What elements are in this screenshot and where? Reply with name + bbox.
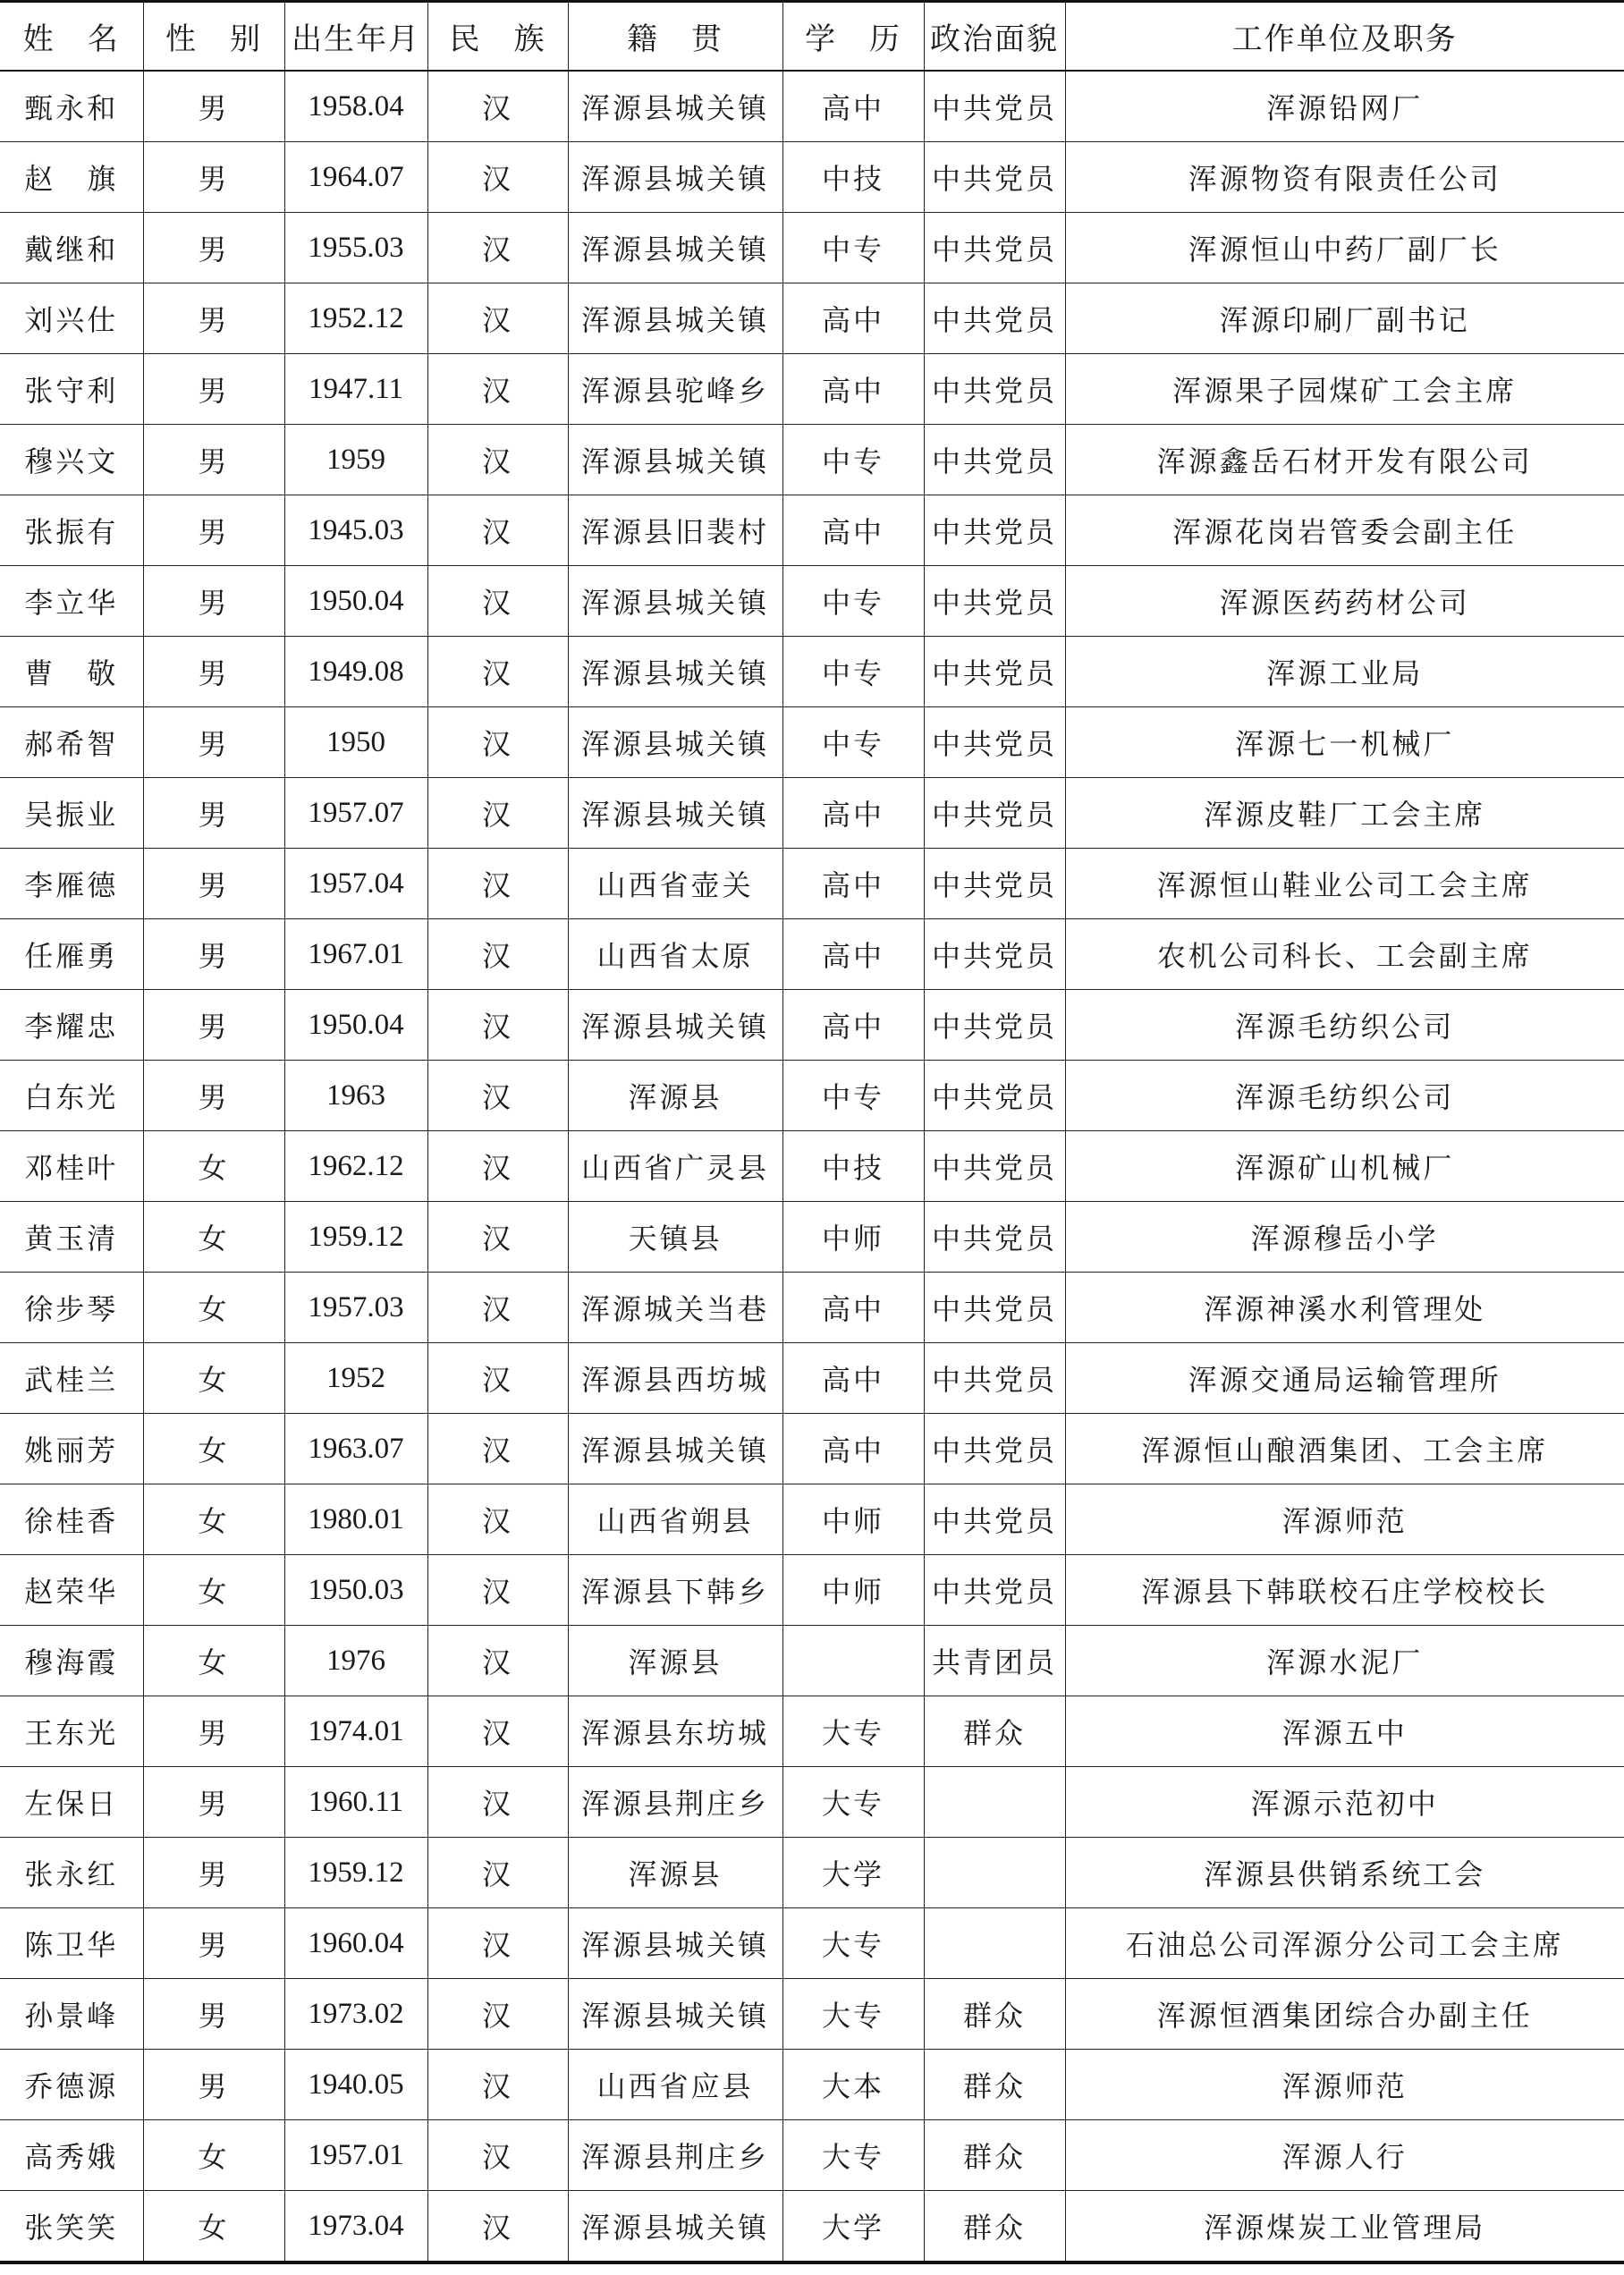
ethnicity-cell: 汉: [427, 849, 568, 919]
birth-date-cell: 1963: [284, 1061, 427, 1131]
ethnicity-cell: 汉: [427, 1626, 568, 1696]
birth-date-cell: 1950.03: [284, 1555, 427, 1626]
name-cell: 黄玉清: [0, 1202, 143, 1273]
education-cell: 中技: [782, 142, 924, 213]
ethnicity-cell: 汉: [427, 1273, 568, 1343]
birth-date-cell: 1976: [284, 1626, 427, 1696]
gender-cell: 女: [143, 1555, 284, 1626]
political-status-cell: 中共党员: [924, 849, 1065, 919]
table-row: [0, 1767, 1624, 1838]
header-gender: 性 别: [143, 2, 284, 72]
name-cell: 李耀忠: [0, 990, 143, 1061]
political-status-cell: 中共党员: [924, 1131, 1065, 1202]
native-place-cell: 浑源县城关镇: [568, 2191, 782, 2263]
education-cell: 中专: [782, 566, 924, 637]
political-status-cell: 群众: [924, 2191, 1065, 2263]
political-status-cell: 中共党员: [924, 990, 1065, 1061]
gender-cell: 男: [143, 919, 284, 990]
birth-date-cell: 1959.12: [284, 1202, 427, 1273]
gender-cell: 男: [143, 2050, 284, 2120]
native-place-cell: 浑源县荆庄乡: [568, 2120, 782, 2191]
ethnicity-cell: 汉: [427, 1484, 568, 1555]
gender-cell: 女: [143, 2120, 284, 2191]
table-row: [0, 142, 1624, 213]
ethnicity-cell: 汉: [427, 425, 568, 495]
political-status-cell: 中共党员: [924, 1273, 1065, 1343]
gender-cell: 女: [143, 1414, 284, 1484]
education-cell: 高中: [782, 1414, 924, 1484]
table-row: [0, 2050, 1624, 2120]
native-place-cell: 浑源县驼峰乡: [568, 354, 782, 425]
native-place-cell: 浑源县城关镇: [568, 707, 782, 778]
native-place-cell: 山西省应县: [568, 2050, 782, 2120]
header-birth-date: 出生年月: [284, 2, 427, 72]
gender-cell: 男: [143, 707, 284, 778]
table-row: [0, 1414, 1624, 1484]
native-place-cell: 浑源县城关镇: [568, 142, 782, 213]
table-row: [0, 566, 1624, 637]
table-row: [0, 71, 1624, 142]
ethnicity-cell: 汉: [427, 1767, 568, 1838]
native-place-cell: 浑源县城关镇: [568, 1908, 782, 1979]
table-row: [0, 425, 1624, 495]
native-place-cell: 浑源县城关镇: [568, 566, 782, 637]
workplace-cell: 浑源县下韩联校石庄学校校长: [1065, 1555, 1624, 1626]
gender-cell: 女: [143, 1273, 284, 1343]
political-status-cell: [924, 1767, 1065, 1838]
name-cell: 白东光: [0, 1061, 143, 1131]
birth-date-cell: 1945.03: [284, 495, 427, 566]
name-cell: 王东光: [0, 1696, 143, 1767]
native-place-cell: 浑源城关当巷: [568, 1273, 782, 1343]
ethnicity-cell: 汉: [427, 1061, 568, 1131]
name-cell: 徐步琴: [0, 1273, 143, 1343]
education-cell: 高中: [782, 354, 924, 425]
birth-date-cell: 1940.05: [284, 2050, 427, 2120]
ethnicity-cell: 汉: [427, 919, 568, 990]
native-place-cell: 浑源县城关镇: [568, 213, 782, 283]
education-cell: 高中: [782, 71, 924, 142]
birth-date-cell: 1957.03: [284, 1273, 427, 1343]
workplace-cell: 石油总公司浑源分公司工会主席: [1065, 1908, 1624, 1979]
workplace-cell: 浑源皮鞋厂工会主席: [1065, 778, 1624, 849]
workplace-cell: 浑源印刷厂副书记: [1065, 283, 1624, 354]
native-place-cell: 天镇县: [568, 1202, 782, 1273]
workplace-cell: 浑源恒酒集团综合办副主任: [1065, 1979, 1624, 2050]
political-status-cell: 中共党员: [924, 637, 1065, 707]
political-status-cell: 中共党员: [924, 1061, 1065, 1131]
education-cell: 高中: [782, 919, 924, 990]
name-cell: 张振有: [0, 495, 143, 566]
table-row: [0, 1626, 1624, 1696]
workplace-cell: 浑源示范初中: [1065, 1767, 1624, 1838]
gender-cell: 男: [143, 1908, 284, 1979]
education-cell: 高中: [782, 283, 924, 354]
native-place-cell: 浑源县东坊城: [568, 1696, 782, 1767]
birth-date-cell: 1967.01: [284, 919, 427, 990]
name-cell: 甄永和: [0, 71, 143, 142]
table-row: [0, 1908, 1624, 1979]
table-header: [0, 2, 1624, 72]
table-row: [0, 1061, 1624, 1131]
workplace-cell: 浑源毛纺织公司: [1065, 990, 1624, 1061]
name-cell: 张守利: [0, 354, 143, 425]
header-education: 学 历: [782, 2, 924, 72]
gender-cell: 男: [143, 1696, 284, 1767]
native-place-cell: 浑源县旧裴村: [568, 495, 782, 566]
workplace-cell: 浑源五中: [1065, 1696, 1624, 1767]
political-status-cell: 群众: [924, 1696, 1065, 1767]
header-native-place: 籍 贯: [568, 2, 782, 72]
table-row: [0, 1273, 1624, 1343]
political-status-cell: [924, 1908, 1065, 1979]
native-place-cell: 浑源县荆庄乡: [568, 1767, 782, 1838]
name-cell: 李雁德: [0, 849, 143, 919]
name-cell: 郝希智: [0, 707, 143, 778]
gender-cell: 女: [143, 1626, 284, 1696]
gender-cell: 男: [143, 849, 284, 919]
ethnicity-cell: 汉: [427, 1202, 568, 1273]
native-place-cell: 浑源县城关镇: [568, 425, 782, 495]
ethnicity-cell: 汉: [427, 1131, 568, 1202]
header-name: 姓 名: [0, 2, 143, 72]
name-cell: 赵荣华: [0, 1555, 143, 1626]
education-cell: 高中: [782, 495, 924, 566]
ethnicity-cell: 汉: [427, 142, 568, 213]
workplace-cell: 浑源水泥厂: [1065, 1626, 1624, 1696]
table-row: [0, 2191, 1624, 2263]
name-cell: 穆海霞: [0, 1626, 143, 1696]
workplace-cell: 浑源七一机械厂: [1065, 707, 1624, 778]
education-cell: 大专: [782, 1908, 924, 1979]
political-status-cell: 中共党员: [924, 1414, 1065, 1484]
gender-cell: 男: [143, 990, 284, 1061]
birth-date-cell: 1959: [284, 425, 427, 495]
native-place-cell: 浑源县城关镇: [568, 778, 782, 849]
education-cell: 大本: [782, 2050, 924, 2120]
name-cell: 左保日: [0, 1767, 143, 1838]
table-row: [0, 990, 1624, 1061]
native-place-cell: 浑源县城关镇: [568, 283, 782, 354]
education-cell: 大学: [782, 2191, 924, 2263]
education-cell: 中技: [782, 1131, 924, 1202]
education-cell: 高中: [782, 849, 924, 919]
ethnicity-cell: 汉: [427, 1414, 568, 1484]
ethnicity-cell: 汉: [427, 1908, 568, 1979]
native-place-cell: 浑源县城关镇: [568, 637, 782, 707]
name-cell: 张永红: [0, 1838, 143, 1908]
birth-date-cell: 1949.08: [284, 637, 427, 707]
workplace-cell: 浑源恒山鞋业公司工会主席: [1065, 849, 1624, 919]
political-status-cell: 群众: [924, 1979, 1065, 2050]
table-row: [0, 213, 1624, 283]
name-cell: 李立华: [0, 566, 143, 637]
table-body: [0, 71, 1624, 2262]
ethnicity-cell: 汉: [427, 1838, 568, 1908]
education-cell: 中专: [782, 637, 924, 707]
name-cell: 高秀娥: [0, 2120, 143, 2191]
workplace-cell: 农机公司科长、工会副主席: [1065, 919, 1624, 990]
workplace-cell: 浑源铅网厂: [1065, 71, 1624, 142]
workplace-cell: 浑源果子园煤矿工会主席: [1065, 354, 1624, 425]
workplace-cell: 浑源交通局运输管理所: [1065, 1343, 1624, 1414]
ethnicity-cell: 汉: [427, 2120, 568, 2191]
ethnicity-cell: 汉: [427, 283, 568, 354]
workplace-cell: 浑源师范: [1065, 2050, 1624, 2120]
education-cell: 中专: [782, 707, 924, 778]
political-status-cell: 中共党员: [924, 71, 1065, 142]
name-cell: 陈卫华: [0, 1908, 143, 1979]
name-cell: 戴继和: [0, 213, 143, 283]
name-cell: 孙景峰: [0, 1979, 143, 2050]
gender-cell: 女: [143, 1343, 284, 1414]
ethnicity-cell: 汉: [427, 495, 568, 566]
political-status-cell: 中共党员: [924, 354, 1065, 425]
name-cell: 赵 旗: [0, 142, 143, 213]
political-status-cell: 中共党员: [924, 778, 1065, 849]
header-political-status: 政治面貌: [924, 2, 1065, 72]
workplace-cell: 浑源矿山机械厂: [1065, 1131, 1624, 1202]
name-cell: 张笑笑: [0, 2191, 143, 2263]
birth-date-cell: 1950.04: [284, 990, 427, 1061]
birth-date-cell: 1952.12: [284, 283, 427, 354]
name-cell: 姚丽芳: [0, 1414, 143, 1484]
native-place-cell: 浑源县城关镇: [568, 1414, 782, 1484]
table-row: [0, 849, 1624, 919]
gender-cell: 男: [143, 354, 284, 425]
native-place-cell: 浑源县西坊城: [568, 1343, 782, 1414]
native-place-cell: 山西省朔县: [568, 1484, 782, 1555]
table-row: [0, 1131, 1624, 1202]
education-cell: [782, 1626, 924, 1696]
table-row: [0, 637, 1624, 707]
name-cell: 刘兴仕: [0, 283, 143, 354]
workplace-cell: 浑源医药药材公司: [1065, 566, 1624, 637]
education-cell: 高中: [782, 1343, 924, 1414]
name-cell: 乔德源: [0, 2050, 143, 2120]
name-cell: 任雁勇: [0, 919, 143, 990]
political-status-cell: 中共党员: [924, 425, 1065, 495]
education-cell: 中师: [782, 1555, 924, 1626]
political-status-cell: 中共党员: [924, 1484, 1065, 1555]
political-status-cell: 中共党员: [924, 919, 1065, 990]
native-place-cell: 浑源县城关镇: [568, 1979, 782, 2050]
education-cell: 中专: [782, 1061, 924, 1131]
ethnicity-cell: 汉: [427, 2191, 568, 2263]
header-ethnicity: 民 族: [427, 2, 568, 72]
workplace-cell: 浑源县供销系统工会: [1065, 1838, 1624, 1908]
birth-date-cell: 1964.07: [284, 142, 427, 213]
birth-date-cell: 1952: [284, 1343, 427, 1414]
birth-date-cell: 1962.12: [284, 1131, 427, 1202]
native-place-cell: 山西省太原: [568, 919, 782, 990]
birth-date-cell: 1955.03: [284, 213, 427, 283]
birth-date-cell: 1960.04: [284, 1908, 427, 1979]
political-status-cell: 群众: [924, 2120, 1065, 2191]
education-cell: 高中: [782, 1273, 924, 1343]
table-row: [0, 919, 1624, 990]
education-cell: 中师: [782, 1202, 924, 1273]
workplace-cell: 浑源工业局: [1065, 637, 1624, 707]
education-cell: 高中: [782, 778, 924, 849]
gender-cell: 女: [143, 1131, 284, 1202]
native-place-cell: 山西省广灵县: [568, 1131, 782, 1202]
table-row: [0, 707, 1624, 778]
header-row: [0, 2, 1624, 72]
political-status-cell: 中共党员: [924, 1343, 1065, 1414]
ethnicity-cell: 汉: [427, 1979, 568, 2050]
birth-date-cell: 1960.11: [284, 1767, 427, 1838]
birth-date-cell: 1950: [284, 707, 427, 778]
workplace-cell: 浑源穆岳小学: [1065, 1202, 1624, 1273]
name-cell: 武桂兰: [0, 1343, 143, 1414]
name-cell: 曹 敬: [0, 637, 143, 707]
gender-cell: 女: [143, 2191, 284, 2263]
ethnicity-cell: 汉: [427, 637, 568, 707]
workplace-cell: 浑源煤炭工业管理局: [1065, 2191, 1624, 2263]
name-cell: 吴振业: [0, 778, 143, 849]
table-row: [0, 1202, 1624, 1273]
birth-date-cell: 1959.12: [284, 1838, 427, 1908]
birth-date-cell: 1950.04: [284, 566, 427, 637]
gender-cell: 女: [143, 1202, 284, 1273]
table-row: [0, 1979, 1624, 2050]
political-status-cell: 中共党员: [924, 213, 1065, 283]
gender-cell: 男: [143, 1979, 284, 2050]
ethnicity-cell: 汉: [427, 213, 568, 283]
birth-date-cell: 1973.02: [284, 1979, 427, 2050]
education-cell: 大专: [782, 1696, 924, 1767]
native-place-cell: 浑源县: [568, 1838, 782, 1908]
political-status-cell: 中共党员: [924, 495, 1065, 566]
name-cell: 邓桂叶: [0, 1131, 143, 1202]
workplace-cell: 浑源师范: [1065, 1484, 1624, 1555]
gender-cell: 男: [143, 71, 284, 142]
table-row: [0, 2120, 1624, 2191]
education-cell: 中师: [782, 1484, 924, 1555]
gender-cell: 男: [143, 213, 284, 283]
education-cell: 大专: [782, 1979, 924, 2050]
table-row: [0, 778, 1624, 849]
native-place-cell: 山西省壶关: [568, 849, 782, 919]
workplace-cell: 浑源神溪水利管理处: [1065, 1273, 1624, 1343]
ethnicity-cell: 汉: [427, 566, 568, 637]
native-place-cell: 浑源县: [568, 1626, 782, 1696]
native-place-cell: 浑源县: [568, 1061, 782, 1131]
workplace-cell: 浑源物资有限责任公司: [1065, 142, 1624, 213]
native-place-cell: 浑源县下韩乡: [568, 1555, 782, 1626]
gender-cell: 男: [143, 495, 284, 566]
political-status-cell: 中共党员: [924, 566, 1065, 637]
table-row: [0, 354, 1624, 425]
political-status-cell: 共青团员: [924, 1626, 1065, 1696]
education-cell: 大专: [782, 2120, 924, 2191]
education-cell: 中专: [782, 213, 924, 283]
table-row: [0, 1343, 1624, 1414]
gender-cell: 男: [143, 1061, 284, 1131]
ethnicity-cell: 汉: [427, 1555, 568, 1626]
gender-cell: 男: [143, 566, 284, 637]
ethnicity-cell: 汉: [427, 71, 568, 142]
name-cell: 徐桂香: [0, 1484, 143, 1555]
table-row: [0, 495, 1624, 566]
gender-cell: 男: [143, 778, 284, 849]
workplace-cell: 浑源鑫岳石材开发有限公司: [1065, 425, 1624, 495]
table-row: [0, 1484, 1624, 1555]
education-cell: 高中: [782, 990, 924, 1061]
gender-cell: 男: [143, 1838, 284, 1908]
ethnicity-cell: 汉: [427, 1696, 568, 1767]
political-status-cell: 中共党员: [924, 707, 1065, 778]
ethnicity-cell: 汉: [427, 707, 568, 778]
workplace-cell: 浑源恒山中药厂副厂长: [1065, 213, 1624, 283]
political-status-cell: 中共党员: [924, 142, 1065, 213]
political-status-cell: 中共党员: [924, 1555, 1065, 1626]
education-cell: 大专: [782, 1767, 924, 1838]
gender-cell: 男: [143, 637, 284, 707]
table-row: [0, 283, 1624, 354]
birth-date-cell: 1957.01: [284, 2120, 427, 2191]
workplace-cell: 浑源人行: [1065, 2120, 1624, 2191]
birth-date-cell: 1957.07: [284, 778, 427, 849]
birth-date-cell: 1974.01: [284, 1696, 427, 1767]
birth-date-cell: 1947.11: [284, 354, 427, 425]
birth-date-cell: 1958.04: [284, 71, 427, 142]
table-row: [0, 1696, 1624, 1767]
ethnicity-cell: 汉: [427, 1343, 568, 1414]
education-cell: 中专: [782, 425, 924, 495]
gender-cell: 男: [143, 283, 284, 354]
header-workplace-position: 工作单位及职务: [1065, 2, 1624, 72]
birth-date-cell: 1957.04: [284, 849, 427, 919]
political-status-cell: 群众: [924, 2050, 1065, 2120]
ethnicity-cell: 汉: [427, 2050, 568, 2120]
ethnicity-cell: 汉: [427, 778, 568, 849]
workplace-cell: 浑源毛纺织公司: [1065, 1061, 1624, 1131]
table-row: [0, 1555, 1624, 1626]
gender-cell: 男: [143, 1767, 284, 1838]
workplace-cell: 浑源花岗岩管委会副主任: [1065, 495, 1624, 566]
gender-cell: 男: [143, 142, 284, 213]
birth-date-cell: 1963.07: [284, 1414, 427, 1484]
workplace-cell: 浑源恒山酿酒集团、工会主席: [1065, 1414, 1624, 1484]
political-status-cell: [924, 1838, 1065, 1908]
name-cell: 穆兴文: [0, 425, 143, 495]
native-place-cell: 浑源县城关镇: [568, 71, 782, 142]
birth-date-cell: 1980.01: [284, 1484, 427, 1555]
ethnicity-cell: 汉: [427, 354, 568, 425]
table-row: [0, 1838, 1624, 1908]
native-place-cell: 浑源县城关镇: [568, 990, 782, 1061]
ethnicity-cell: 汉: [427, 990, 568, 1061]
birth-date-cell: 1973.04: [284, 2191, 427, 2263]
political-status-cell: 中共党员: [924, 1202, 1065, 1273]
gender-cell: 女: [143, 1484, 284, 1555]
political-status-cell: 中共党员: [924, 283, 1065, 354]
gender-cell: 男: [143, 425, 284, 495]
education-cell: 大学: [782, 1838, 924, 1908]
